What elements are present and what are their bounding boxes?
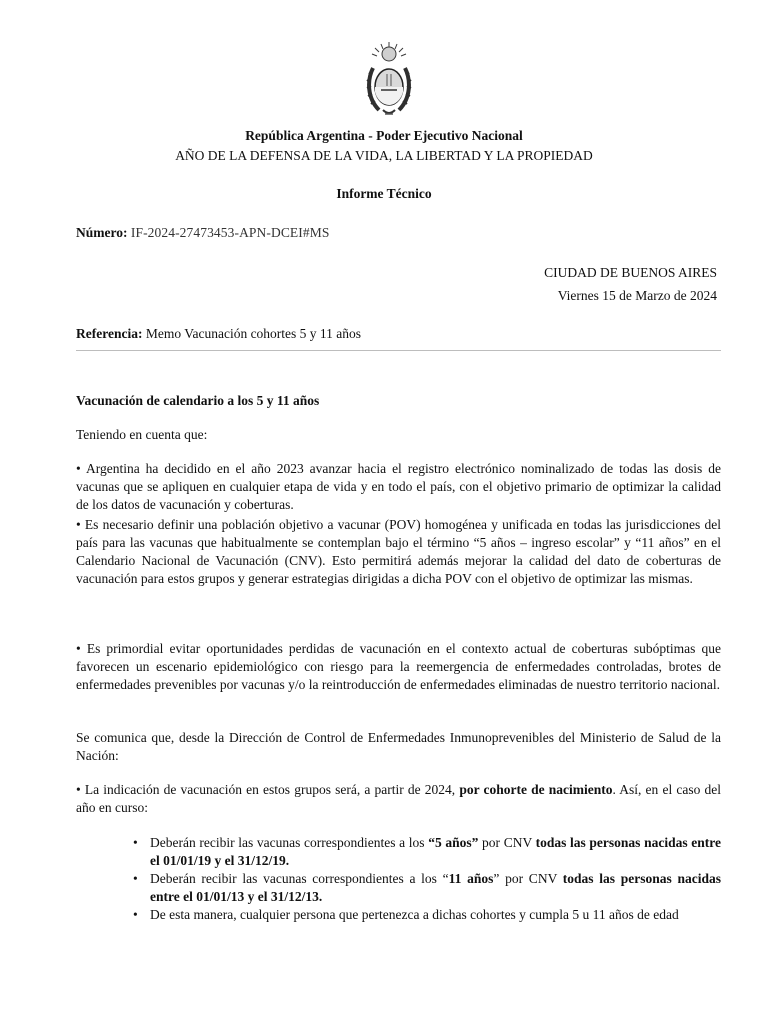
divider — [76, 350, 721, 351]
reference-label: Referencia: — [76, 326, 143, 341]
paragraph-cohorte: • La indicación de vacunación en estos grupos será, a partir de 2024, por cohorte de nacimiento. Así, en el caso del año en curso: — [76, 782, 721, 815]
list-item: • De esta manera, cualquier persona que pertenezca a dichas cohortes y cumpla 5 u 11 años de edad — [133, 907, 679, 922]
bullet-marker: • — [133, 871, 138, 886]
section-title: Vacunación de calendario a los 5 y 11 años — [76, 393, 320, 408]
bullet-marker: • — [133, 835, 138, 850]
city: CIUDAD DE BUENOS AIRES — [544, 265, 717, 280]
argentina-coat-of-arms-icon — [365, 40, 413, 124]
reference — [76, 325, 361, 343]
bullet-marker: • — [133, 907, 138, 922]
document-type: Informe Técnico — [336, 186, 432, 201]
list-item: • Deberán recibir las vacunas correspondientes a los “11 años” por CNV todas las personas nacidas entre el 01/01/13 y el 31/12/13. — [133, 871, 721, 904]
cohorte-emphasis: por cohorte de nacimiento — [459, 782, 613, 797]
intro-text: Teniendo en cuenta que: — [76, 427, 208, 442]
cohort-bullet-list — [110, 834, 721, 924]
paragraph-pov: • Es necesario definir una población objetivo a vacunar (POV) homogénea y unificada en todas las jurisdicciones del país para las vacunas que habitualmente se contemplan bajo el término “5 años – ingreso escolar” y “11 años” en el Calendario Nacional de Vacunación (CNV). Esto permitirá además mejorar la calidad del dato de coberturas de vacunación para estos grupos y generar estrategias dirigidas a dicha POV con el objetivo de optimizar las mismas. — [76, 517, 721, 586]
reference-value: Memo Vacunación cohortes 5 y 11 años — [145, 326, 362, 341]
document-number — [76, 224, 329, 242]
paragraph-comunica: Se comunica que, desde la Dirección de Control de Enfermedades Inmunoprevenibles del Ministerio de Salud de la Nación: — [76, 730, 721, 763]
list-item: • Deberán recibir las vacunas correspondientes a los “5 años” por CNV todas las personas nacidas entre el 01/01/19 y el 31/12/19. — [133, 835, 721, 868]
header-motto: AÑO DE LA DEFENSA DE LA VIDA, LA LIBERTAD Y LA PROPIEDAD — [175, 148, 593, 163]
paragraph-registro: • Argentina ha decidido en el año 2023 avanzar hacia el registro electrónico nominalizado de todas las dosis de vacunas que se apliquen en cualquier etapa de vida y en todo el país, con el objetivo primario de optimizar la calidad de los datos de vacunación y coberturas. — [76, 461, 721, 512]
number-value: IF-2024-27473453-APN-DCEI#MS — [130, 225, 330, 240]
number-label: Número: — [76, 225, 128, 240]
date: Viernes 15 de Marzo de 2024 — [557, 288, 717, 303]
header-title: República Argentina - Poder Ejecutivo Nacional — [245, 128, 523, 143]
paragraph-oportunidades: • Es primordial evitar oportunidades perdidas de vacunación en el contexto actual de coberturas subóptimas que favorecen un escenario epidemiológico con riesgo para la reemergencia de enfermedades controladas, brotes de enfermedades prevenibles por vacunas y/o la reintroducción de enfermedades eliminadas de nuestro territorio nacional. — [76, 641, 721, 692]
